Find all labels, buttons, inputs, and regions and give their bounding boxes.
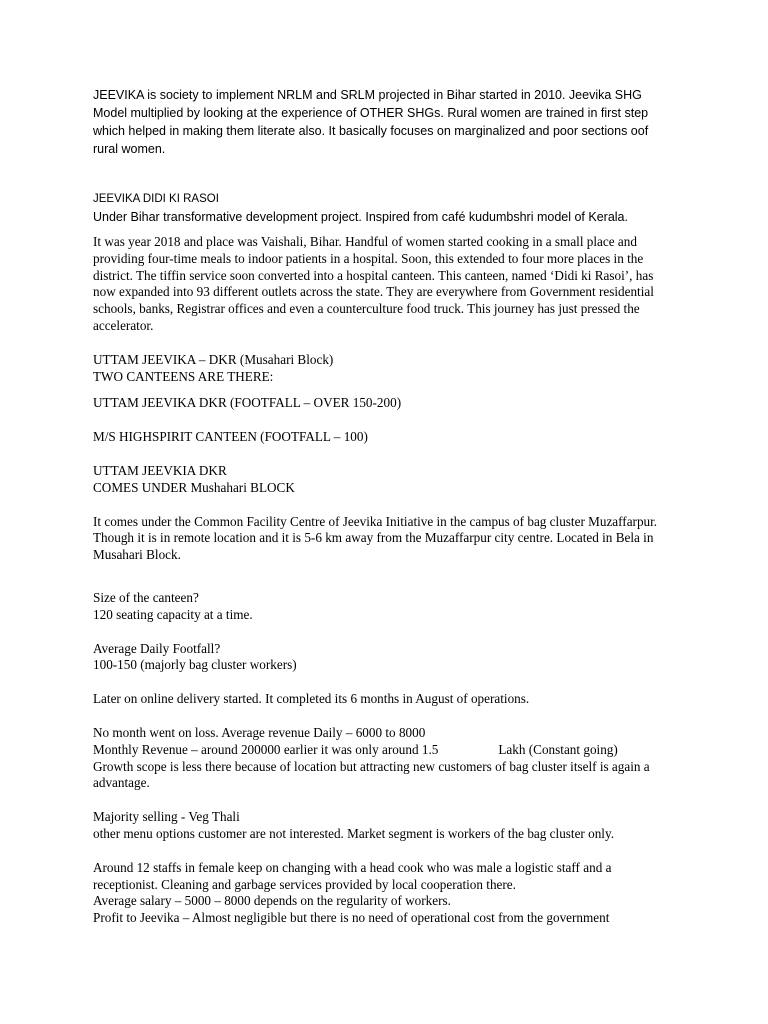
rasoi-subheading: Under Bihar transformative development project. Inspired from café kudumbshri model of Kerala. bbox=[93, 210, 628, 224]
canteen-1: UTTAM JEEVIKA DKR (FOOTFALL – OVER 150-200) bbox=[93, 395, 402, 411]
footfall-answer: 100-150 (majorly bag cluster workers) bbox=[93, 657, 297, 673]
size-question: Size of the canteen? bbox=[93, 589, 199, 605]
delivery-line: Later on online delivery started. It completed its 6 months in August of operations. bbox=[93, 691, 530, 707]
canteens-intro: TWO CANTEENS ARE THERE: bbox=[93, 368, 274, 384]
revenue-daily: No month went on loss. Average revenue Daily – 6000 to 8000 bbox=[93, 724, 426, 740]
dkr-title: UTTAM JEEVKIA DKR bbox=[93, 462, 227, 478]
uttam-title: UTTAM JEEVIKA – DKR (Musahari Block) bbox=[93, 351, 334, 367]
revenue-monthly bbox=[93, 742, 673, 759]
intro-paragraph: JEEVIKA is society to implement NRLM and SRLM projected in Bihar started in 2010. Jeevika SHG Model multiplied by looking at the experience of OTHER SHGs. Rural women are trained in first step which helped in making them literate also. It basically focuses on marginalized and poor sections oof rural women. bbox=[93, 88, 649, 156]
revenue-block bbox=[93, 725, 673, 792]
document-page bbox=[93, 80, 673, 927]
size-block bbox=[93, 590, 673, 624]
canteen-2: M/S HIGHSPIRIT CANTEEN (FOOTFALL – 100) bbox=[93, 429, 368, 445]
staff-block bbox=[93, 860, 673, 927]
menu-line: other menu options customer are not interested. Market segment is workers of the bag cluster only. bbox=[93, 825, 615, 841]
uttam-header-block bbox=[93, 352, 673, 386]
dkr-block bbox=[93, 463, 673, 497]
staff-line: Around 12 staffs in female keep on changing with a head cook who was male a logistic staff and a receptionist. Cleaning and garbage services provided by local cooperation there. bbox=[93, 859, 612, 892]
revenue-monthly-part-b: Lakh (Constant going) bbox=[498, 741, 618, 757]
footfall-question: Average Daily Footfall? bbox=[93, 640, 221, 656]
footfall-block bbox=[93, 641, 673, 675]
revenue-monthly-part-a: Monthly Revenue – around 200000 earlier it was only around 1.5 bbox=[93, 741, 439, 757]
size-answer: 120 seating capacity at a time. bbox=[93, 606, 253, 622]
profit-line: Profit to Jeevika – Almost negligible but there is no need of operational cost from the government bbox=[93, 910, 610, 926]
growth-line: Growth scope is less there because of location but attracting new customers of bag cluster itself is again a advantage. bbox=[93, 758, 650, 791]
selling-line: Majority selling - Veg Thali bbox=[93, 809, 240, 825]
selling-block bbox=[93, 809, 673, 843]
dkr-block-line: COMES UNDER Mushahari BLOCK bbox=[93, 479, 295, 495]
rasoi-story-paragraph: It was year 2018 and place was Vaishali, Bihar. Handful of women started cooking in a small place and providing four-time meals to indoor patients in a hospital. Soon, this extended to four more places in the district. The tiffin service soon converted into a hospital canteen. This canteen, named ‘Didi ki Rasoi’, has now expanded into 93 different outlets across the state. They are everywhere from Government residential schools, banks, Registrar offices and even a counterculture food truck. This journey has just pressed the accelerator. bbox=[93, 234, 654, 333]
rasoi-heading: JEEVIKA DIDI KI RASOI bbox=[93, 193, 219, 205]
salary-line: Average salary – 5000 – 8000 depends on the regularity of workers. bbox=[93, 893, 451, 909]
location-paragraph: It comes under the Common Facility Centre of Jeevika Initiative in the campus of bag cluster Muzaffarpur. Though it is in remote location and it is 5-6 km away from the Muzaffarpur city centre. Located in Bela in Musahari Block. bbox=[93, 513, 658, 563]
